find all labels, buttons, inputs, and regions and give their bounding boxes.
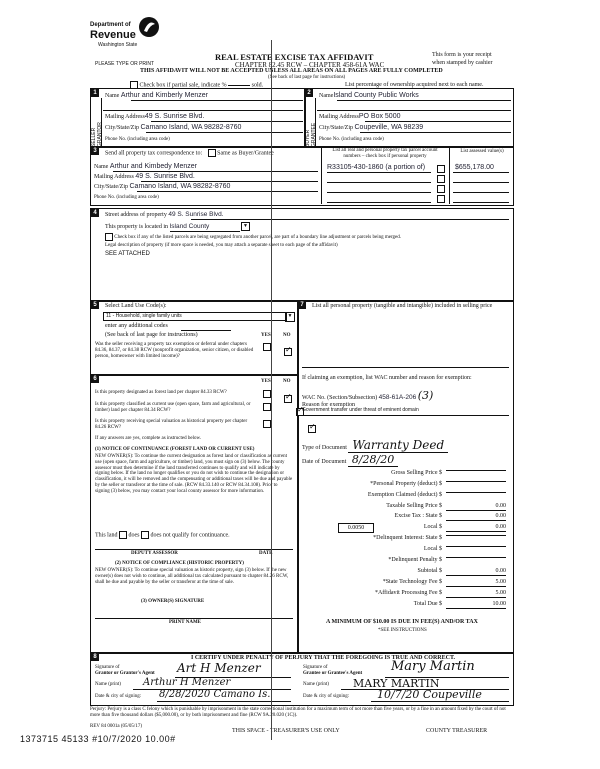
seller-phone-label: Phone No. (including area code) [105, 137, 170, 142]
boundary-note: Check box if any of the listed parcels are being segregated from another parcel, are part of a boundary line adjustment or parcels being merged. [114, 235, 401, 241]
street-address[interactable]: 49 S. Sunrise Blvd. [168, 211, 224, 218]
partial-sale: Check box if partial sale, indicate % sold. [130, 81, 263, 90]
question-3: Is this property receiving special valuation as historical property per chapter 84.26 RCW? [95, 419, 248, 430]
question-1: Is this property designated as forest land per chapter 84.33 RCW? [95, 390, 227, 395]
value-total-due: 10.00 [446, 601, 506, 609]
value-tech-fee: 5.00 [446, 579, 506, 587]
line-exemption: Exemption Claimed (deduct) $ [367, 492, 442, 498]
line-gross: Gross Selling Price $ [391, 470, 442, 476]
value-state-tax: 0.00 [446, 513, 506, 521]
exemption-yes-checkbox[interactable] [263, 343, 271, 351]
corr-name[interactable]: Arthur and Kimbedy Menzer [109, 163, 197, 170]
personal-property-label: List all personal property (tangible and intangible) included in selling price [312, 303, 493, 309]
form-subtitle: CHAPTER 82.45 RCW – CHAPTER 458-61A WAC [235, 61, 385, 69]
exemption-question: Was the seller receiving a property tax exemption or deferral under chapters 84.36, 84.37, or 84.38 RCW (nonprofit organization, senior citizen, or disabled person, homeowner with limited income)? [95, 342, 254, 359]
corr-same-label: Same as Buyer/Grantee [217, 150, 274, 157]
print-name-label: PRINT NAME [169, 620, 201, 625]
land-use-see-back: (See back of last page for instructions) [105, 332, 198, 338]
notice2-body: NEW OWNER(S): To continue special valuation as historic property, sign (3) below. If the new owner(s) does not wish to continue, all additional tax calculated pursuant to chapter 84.26 RCW, shall be due and payable by the seller or transferor at the time of sale. [95, 568, 289, 585]
segregated-checkbox[interactable] [105, 233, 113, 241]
q1-no-checkbox[interactable] [284, 395, 292, 403]
corr-city[interactable]: Camano Island, WA 98282-8760 [129, 183, 231, 190]
corr-phone-label: Phone No. (including area code) [94, 195, 159, 200]
line-state-tax: Excise Tax : State $ [394, 513, 442, 519]
value-header: List assessed value(s) [460, 149, 504, 154]
q1-yes-checkbox[interactable] [263, 390, 271, 398]
scan-line [271, 40, 272, 740]
section-1-seller: 1 SELLER GRANTOR Name Arthur and Kimberly Menzer Mailing Address49 S. Sunrise Blvd. City/State/Zip Camano Island, WA 98282-8760 Phone No. (including area code) [90, 88, 306, 148]
treasurer-space: THIS SPACE - TREASURER'S USE ONLY [232, 728, 340, 734]
minimum-note: A MINIMUM OF $10.00 IS DUE IN FEE(S) AND/OR TAX [326, 619, 478, 625]
seller-city[interactable]: Camano Island, WA 98282-8760 [140, 124, 242, 131]
deputy-date: DATE [259, 551, 273, 556]
recording-stamp: 1373715 45133 #10/7/2020 10.00# [20, 734, 176, 744]
personal-property-checkbox-3[interactable] [437, 185, 445, 193]
q2-yes-checkbox[interactable] [263, 403, 271, 411]
line-subtotal: Subtotal $ [417, 568, 442, 574]
reason-text[interactable]: Government transfer under threat of eminent domain [302, 407, 419, 413]
buyer-side-label: BUYER GRANTEE [305, 122, 317, 147]
receipt-note-1: This form is your receipt [432, 52, 492, 58]
exemption-note: If claiming an exemption, list WAC number and reason for exemption: [302, 375, 472, 381]
additional-codes: enter any additional codes [105, 323, 168, 329]
value-1[interactable]: $655,178.00 [455, 164, 494, 171]
buyer-name[interactable]: Island County Public Works [333, 92, 419, 99]
notice2-title: (2) NOTICE OF COMPLIANCE (HISTORIC PROPERTY) [115, 561, 244, 566]
dept-line1: Department of [90, 22, 131, 28]
corr-mailing[interactable]: 49 S. Sunrise Blvd. [135, 173, 195, 180]
parcel-1[interactable]: R33105-430-1860 (a portion of) [327, 164, 426, 171]
seller-mailing[interactable]: 49 S. Sunrise Blvd. [144, 113, 205, 120]
dept-line2: Revenue [90, 29, 136, 41]
line-taxable: Taxable Selling Price $ [386, 503, 442, 509]
county-treasurer: COUNTY TREASURER [426, 728, 488, 734]
value-delinquent-interest[interactable] [446, 535, 506, 536]
grantee-date-city[interactable]: 10/7/20 Coupeville [377, 688, 482, 701]
personal-property-checkbox-1[interactable] [437, 165, 445, 173]
value-exemption[interactable] [446, 492, 506, 493]
grantor-signature[interactable]: Art H Menzer [177, 661, 261, 675]
personal-property-checkbox-4[interactable] [437, 195, 445, 203]
line-delinquent-local: Local $ [423, 546, 442, 552]
line-personal: *Personal Property (deduct) $ [370, 481, 442, 487]
exemption-no-checkbox[interactable] [284, 348, 292, 356]
buyer-phone-label: Phone No. (including area code) [319, 137, 384, 142]
section-5-land-use: 5 Select Land Use Code(s): 11 - Household, single family units ▼ enter any additional codes (See back of last page for instructions) YES NO Was the seller receiving a property tax exemption or deferral under chapters 84.36, 84.37, or 84.38 RCW (nonprofit organization, senior citizen, or disabled person, homeowner with limited income)? ✓ [90, 300, 299, 376]
county-select[interactable]: Island County [170, 223, 240, 232]
line-local-tax: Local $ [423, 524, 442, 530]
if-yes-note: If any answers are yes, complete as instructed below. [95, 436, 202, 441]
land-use-select[interactable]: 11 - Household, single family units [103, 312, 287, 321]
seller-name[interactable]: Arthur and Kimberly Menzer [120, 92, 208, 99]
value-personal[interactable] [446, 481, 506, 482]
value-processing-fee[interactable]: 5.00 [446, 590, 506, 598]
grantor-name[interactable]: Arthur H Menzer [143, 677, 231, 688]
section-2-buyer: 2 BUYER GRANTEE NameIsland County Public Works Mailing AddressPO Box 5000 City/State/Zip Coupeville, WA 98239 Phone No. (including area code) [304, 88, 514, 148]
doc-type[interactable]: Warranty Deed [348, 438, 448, 453]
wac-number[interactable]: 458-61A-206 [378, 394, 417, 401]
please-type: PLEASE TYPE OR PRINT [95, 61, 155, 67]
line-processing-fee: *Affidavit Processing Fee $ [374, 590, 442, 596]
corr-send-label: Send all property tax correspondence to: [105, 150, 203, 157]
notice1-body: NEW OWNER(S): To continue the current designation as forest land or classification as current use (open space, farm and agriculture, or timber) land, you must sign on (3) below. The county assessor must then determine if the land transferred continues to qualify and will indicate by signing below. If the land no longer qualifies or you do not wish to continue the designation or classification, it will be removed and the compensating or additional taxes will be due and payable by the seller or transferor at the time of sale. (RCW 84.33.140 or RCW 84.34.108). Prior to signing (3) below, you may contact your local county assessor for more information. [95, 454, 293, 494]
question-2: Is this property classified as current use (open space, farm and agricultural, or timber) land per chapter 84.34 RCW? [95, 402, 251, 413]
buyer-city[interactable]: Coupeville, WA 98239 [354, 124, 424, 131]
same-as-buyer-checkbox[interactable] [208, 149, 216, 157]
warning: THIS AFFIDAVIT WILL NOT BE ACCEPTED UNLESS ALL AREAS ON ALL PAGES ARE FULLY COMPLETED [140, 68, 443, 74]
personal-property-checkbox-2[interactable] [437, 175, 445, 183]
section-8-signatures: 8 I CERTIFY UNDER PENALTY OF PERJURY THAT THE FOREGOING IS TRUE AND CORRECT. Signature of Grantor or Grantor's Agent Art H Menzer Name (print) Arthur H Menzer Date & city of signing: 8/28/2020 Camano Is. Signature of Grantee or Grantee's Agent Mary Martin Name (print) MARY MARTIN Date & city of signing: 10/7/20 Coupeville [90, 652, 514, 706]
legal-description[interactable]: SEE ATTACHED [105, 251, 150, 257]
grantor-date-city[interactable]: 8/28/2020 Camano Is. [159, 689, 271, 700]
perjury-note: Perjury: Perjury is a class C felony which is punishable by imprisonment in the state correctional institution for a maximum term of not more than five years, or by a fine in an amount fixed by the court of not more than five thousand dollars ($5,000.00), or by both imprisonment and fine (RCW 9A.20.020 (1C)). [90, 707, 506, 718]
certify-statement: I CERTIFY UNDER PENALTY OF PERJURY THAT THE FOREGOING IS TRUE AND CORRECT. [191, 655, 456, 661]
does-checkbox[interactable] [119, 531, 127, 539]
section-4-location: 4 Street address of property 49 S. Sunrise Blvd. This property is located in Island County ▼ Check box if any of the listed parcels are being segregated from another parcel, are part of a boundary line adjustment or parcels being merged. Legal description of property (if more space is needed, you may attach a separate sheet to each page of the affidavit) SEE ATTACHED [90, 208, 514, 302]
does-not-checkbox[interactable] [141, 531, 149, 539]
section-3-correspondence: 3 Send all property tax correspondence to: Same as Buyer/Grantee List all real and personal property tax parcel account numbers – check box if personal property List assessed value(s) Name Arthur and Kimbedy Menzer Mailing Address 49 S. Sunrise Blvd. City/State/Zip Camano Island, WA 98282-8760 Phone No. (including area code) R33105-430-1860 (a portion of) $655,178.00 [90, 146, 514, 206]
value-taxable: 0.00 [446, 503, 506, 511]
owner-signature: (3) OWNER(S) SIGNATURE [141, 599, 205, 604]
dor-logo-mark [138, 16, 160, 38]
wac-handwritten: (3) [417, 389, 434, 402]
local-rate[interactable]: 0.0050 [338, 523, 374, 533]
line-delinquent-interest: *Delinquent Interest: State $ [373, 535, 442, 541]
value-delinquent-penalty[interactable] [446, 557, 506, 558]
dor-logo [90, 16, 165, 54]
grantee-name[interactable]: MARY MARTIN [353, 677, 440, 690]
buyer-mailing[interactable]: PO Box 5000 [358, 113, 401, 120]
dept-line3: Washington State [98, 42, 138, 48]
doc-date[interactable]: 8/28/20 [348, 453, 398, 467]
ownership-note: List percentage of ownership acquired next to each name. [345, 82, 484, 88]
q3-yes-checkbox[interactable] [263, 420, 271, 428]
see-back: (See back of last page for instructions) [268, 75, 346, 80]
form-title: REAL ESTATE EXCISE TAX AFFIDAVIT [215, 52, 374, 62]
reason-label: Reason for exemption [302, 402, 355, 408]
land-use-dropdown-icon[interactable]: ▼ [285, 312, 295, 322]
notice1-title: (1) NOTICE OF CONTINUANCE (FOREST LAND OR CURRENT USE) [95, 447, 255, 452]
line-total-due: Total Due $ [413, 601, 442, 607]
land-use-label: Select Land Use Code(s): [105, 303, 167, 309]
value-gross[interactable] [446, 470, 506, 471]
county-dropdown-icon[interactable]: ▼ [241, 222, 250, 231]
line-delinquent-penalty: *Delinquent Penalty $ [388, 557, 442, 563]
revision-label: REV 84 0001a (05/05/17) [90, 724, 142, 729]
parcel-header: List all real and personal property tax parcel account numbers – check box if personal property [332, 148, 438, 159]
grantee-signature[interactable]: Mary Martin [391, 659, 475, 674]
seller-side-label: SELLER GRANTOR [91, 122, 103, 147]
value-subtotal: 0.00 [446, 568, 506, 576]
legal-label: Legal description of property (if more space is needed, you may attach a separate sheet to each page of the affidavit) [105, 243, 338, 248]
deputy-assessor: DEPUTY ASSESSOR [131, 551, 178, 556]
value-local-tax: 0.00 [446, 524, 506, 532]
value-delinquent-local[interactable] [446, 546, 506, 547]
section-7-tax: 7 List all personal property (tangible and intangible) included in selling price If claiming an exemption, list WAC number and reason for exemption: WAC No. (Section/Subsection) 458-61A-206 (3) Reason for exemption Government transfer under threat of eminent domain Type of Document Warranty Deed Date of Document 8/28/20 Gross Selling Price $ *Personal Property (deduct) $ Exemption Claimed (deduct) $ Taxable Selling Price $ 0.00 Excise Tax : State $ 0.00 0.0050 Local $ 0.00 *Delinquent Interest: State $ Local $ *Delinquent Penalty $ Subtotal $ 0.00 *State Technology Fee $ 5.00 *Affidavit Processing Fee $ 5.00 Total Due $ 10.00 A MINIMUM OF $10.00 IS DUE IN FEE(S) AND/OR TAX *SEE INSTRUCTIONS [297, 300, 514, 654]
section-6-designations: 6 YES NO Is this property designated as forest land per chapter 84.33 RCW? ✓ Is this property classified as current use (open space, farm and agricultural, or timber) land per chapter 84.34 RCW? ✓ Is this property receiving special valuation as historical property per chapter 84.26 RCW? ✓ If any answers are yes, complete as instructed below. (1) NOTICE OF CONTINUANCE (FOREST LAND OR CURRENT USE) NEW OWNER(S): To continue the current designation as forest land or classification as current use (open space, farm and agriculture, or timber) land, you must sign on (3) below. The county assessor must then determine if the land transferred continues to qualify and will indicate by signing below. If the land no longer qualifies or you do not wish to continue the designation or classification, it will be removed and the compensating or additional taxes will be due and payable by the seller or transferor at the time of sale. (RCW 84.33.140 or RCW 84.34.108). Prior to signing (3) below, you may contact your local county assessor for more information. This land does does not qualify for continuance. DEPUTY ASSESSOR DATE (2) NOTICE OF COMPLIANCE (HISTORIC PROPERTY) NEW OWNER(S): To continue special valuation as historic property, sign (3) below. If the new owner(s) does not wish to continue, all additional tax calculated pursuant to chapter 84.26 RCW, shall be due and payable by the seller or transferor at the time of sale. (3) OWNER(S) SIGNATURE PRINT NAME [90, 374, 299, 654]
see-instructions: *SEE INSTRUCTIONS [378, 628, 427, 633]
line-tech-fee: *State Technology Fee $ [382, 579, 442, 585]
receipt-note-2: when stamped by cashier [432, 60, 493, 66]
